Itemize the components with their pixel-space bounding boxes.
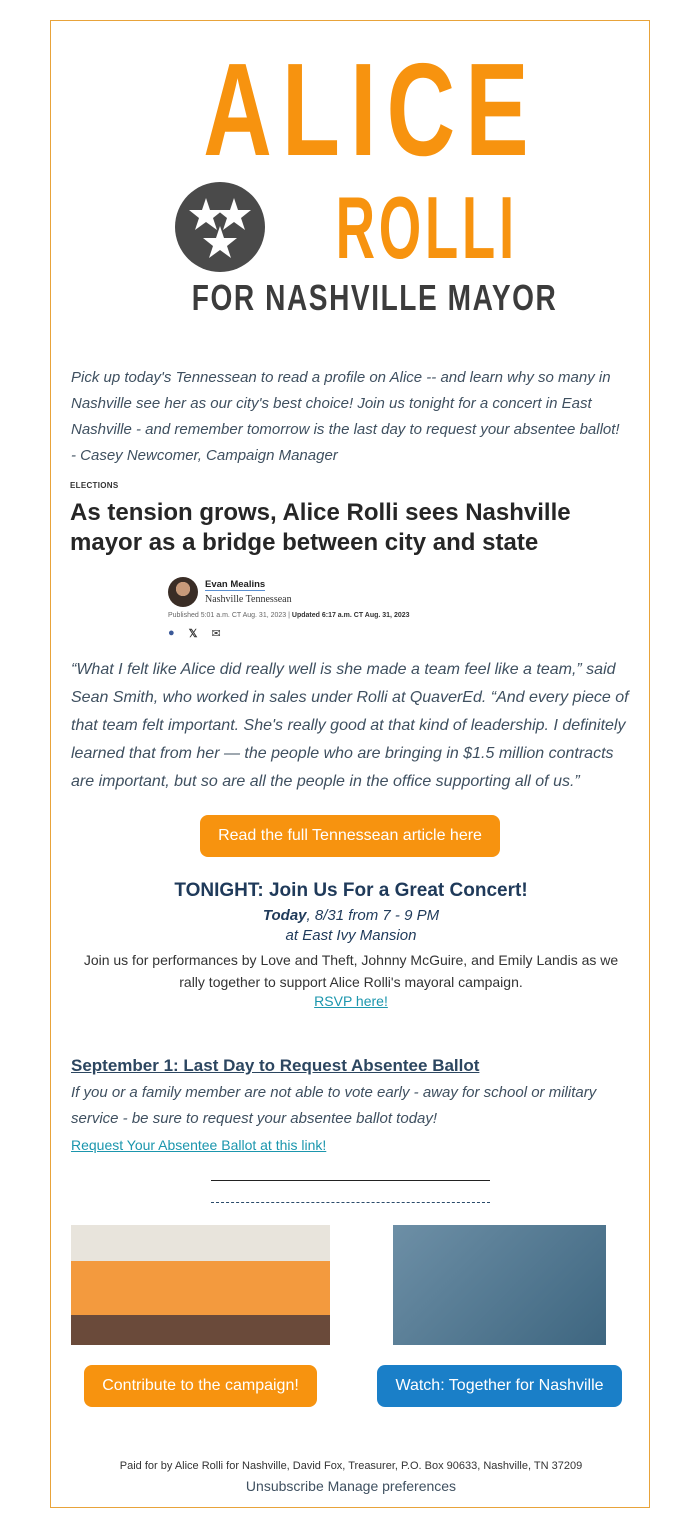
manage-preferences-link[interactable]: Manage preferences (327, 1478, 457, 1494)
supporters-photo[interactable] (71, 1225, 330, 1345)
intro-message (71, 365, 631, 469)
absentee-title: September 1: Last Day to Request Absentee Ballot (71, 1056, 480, 1075)
article-dates: Published 5:01 a.m. CT Aug. 31, 2023 | Updated 6:17 a.m. CT Aug. 31, 2023 (168, 612, 410, 619)
updated-date: Updated 6:17 a.m. CT Aug. 31, 2023 (291, 612, 410, 619)
intro-text: Pick up today's Tennessean to read a profile on Alice -- and learn why so many in Nashville see her as our city's best choice! Join us tonight for a concert in East Nashville - and remember tomorrow is the last day to request your absentee ballot! (71, 369, 620, 438)
absentee-link[interactable]: Request Your Absentee Ballot at this link! (71, 1137, 327, 1153)
contribute-button[interactable]: Contribute to the campaign! (84, 1365, 317, 1407)
share-icons (168, 627, 221, 640)
concert-when (71, 907, 631, 924)
concert-time: , 8/31 from 7 - 9 PM (306, 907, 440, 924)
paid-for-disclaimer: Paid for by Alice Rolli for Nashville, David Fox, Treasurer, P.O. Box 90633, Nashville, TN 37209 (119, 1460, 583, 1472)
watch-video-button[interactable]: Watch: Together for Nashville (377, 1365, 622, 1407)
video-thumbnail[interactable] (393, 1225, 606, 1345)
absentee-description: If you or a family member are not able to vote early - away for school or military service - be sure to request your absentee ballot today! (71, 1084, 597, 1127)
author-outlet: Nashville Tennessean (205, 594, 292, 605)
concert-description: Join us for performances by Love and Theft, Johnny McGuire, and Emily Landis as we rally together to support Alice Rolli's mayoral campaign. (83, 952, 619, 990)
author-avatar (168, 577, 198, 607)
facebook-icon: ● (168, 627, 175, 639)
email-icon: ✉ (211, 628, 221, 640)
article-kicker: ELECTIONS (70, 481, 119, 490)
x-icon: 𝕏 (188, 628, 198, 640)
concert-title: TONIGHT: Join Us For a Great Concert! (174, 880, 528, 901)
logo-rolli: ROLLI (335, 178, 518, 277)
article-headline: As tension grows, Alice Rolli sees Nashville mayor as a bridge between city and state (70, 499, 571, 556)
logo-alice: ALICE (203, 36, 539, 183)
unsubscribe-link[interactable]: Unsubscribe (245, 1478, 324, 1494)
author-name: Evan Mealins (205, 579, 266, 590)
signoff: - Casey Newcomer, Campaign Manager (71, 447, 338, 464)
divider-solid (211, 1180, 490, 1181)
tristar-logo-icon (175, 182, 265, 272)
article-quote: “What I felt like Alice did really well is she made a team feel like a team,” said Sean Smith, who worked in sales under Rolli at QuaverEd. “And every piece of that team felt important. She's really good at that kind of leadership. I definitely learned that from her — the people who are bringing in $1.5 million contracts are important, but so are all the people in the office supporting all of us.” (71, 661, 629, 790)
read-article-button[interactable]: Read the full Tennessean article here (200, 815, 500, 857)
rsvp-link[interactable]: RSVP here! (314, 993, 388, 1009)
footer-links (71, 1478, 631, 1494)
concert-where: at East Ivy Mansion (285, 927, 417, 944)
published-date: Published 5:01 a.m. CT Aug. 31, 2023 (168, 612, 287, 619)
divider-dashed (211, 1202, 490, 1203)
concert-day: Today (262, 907, 307, 924)
logo-tagline: FOR NASHVILLE MAYOR (191, 277, 558, 318)
rsvp-wrapper (71, 993, 631, 1009)
